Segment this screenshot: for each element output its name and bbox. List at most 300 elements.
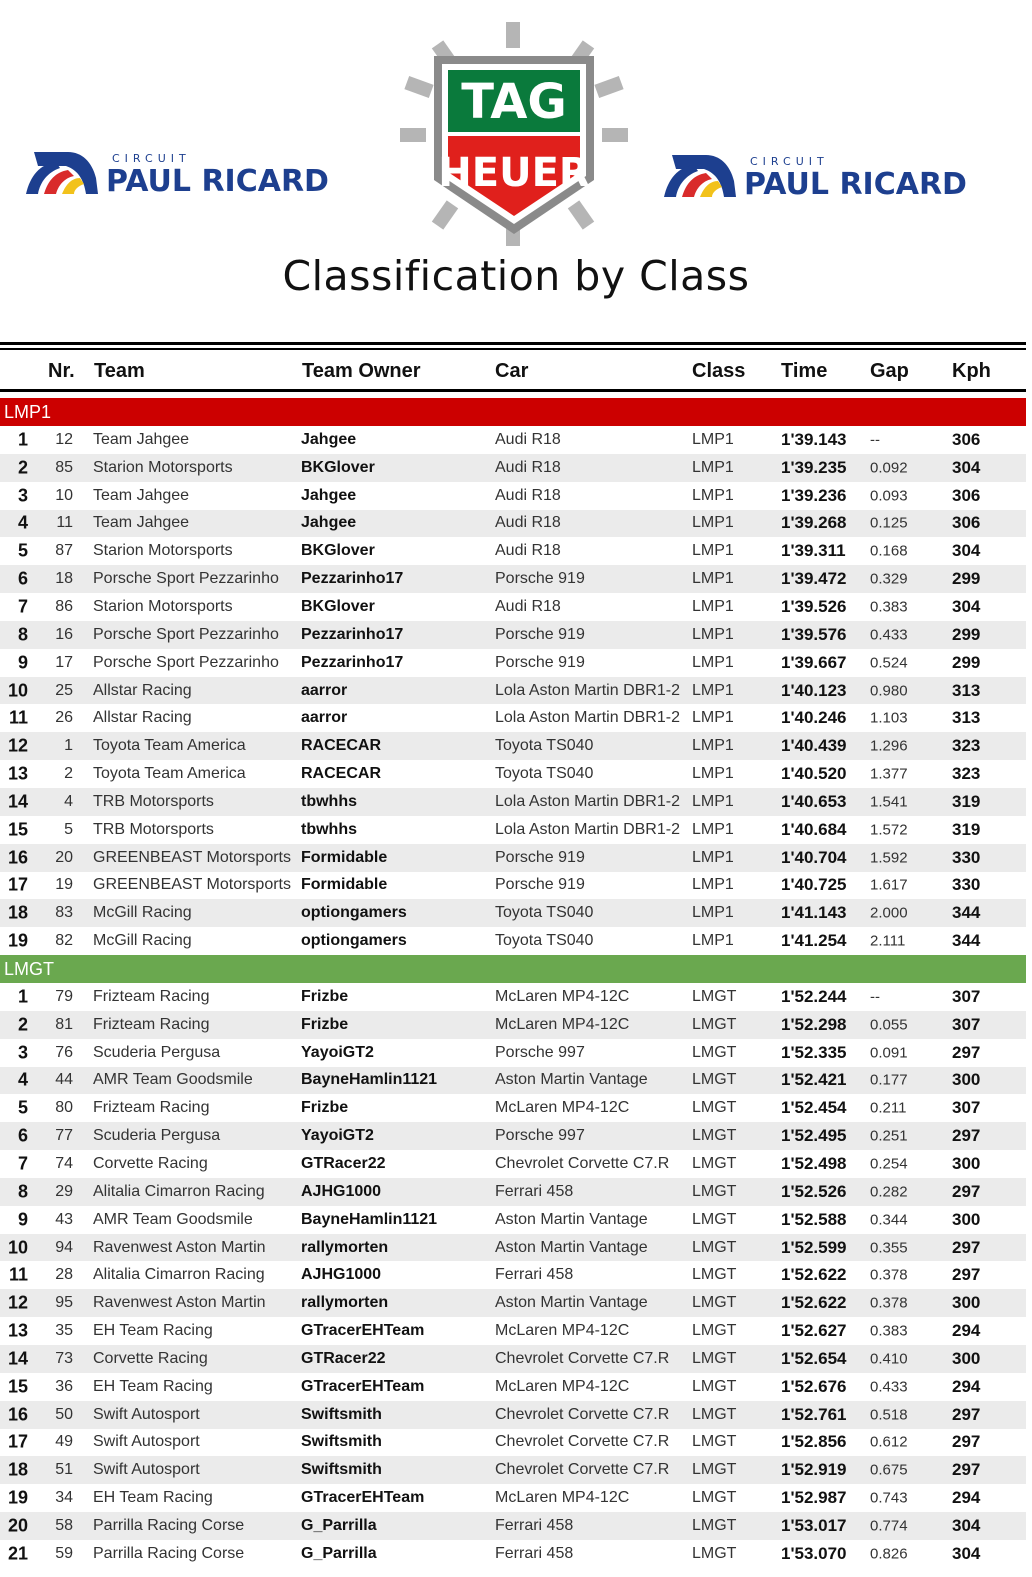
table-row [0,1456,1026,1484]
cell-nr: 74 [55,1155,73,1173]
cell-team: Frizteam Racing [93,1099,210,1117]
cell-car: Lola Aston Martin DBR1-2 [495,681,680,699]
cell-pos: 5 [17,540,28,561]
table-row [0,1067,1026,1095]
cell-car: McLaren MP4-12C [495,1377,630,1395]
cell-pos: 13 [7,763,28,784]
cell-car: Chevrolet Corvette C7.R [495,1405,670,1423]
cell-kph: 323 [952,736,981,756]
cell-team: Porsche Sport Pezzarinho [93,570,279,588]
cell-nr: 17 [55,653,73,671]
table-row [0,816,1026,844]
tag-word: TAG [461,74,567,130]
cell-class: LMGT [692,1322,737,1340]
cell-car: Porsche 919 [495,653,585,671]
cell-gap: 1.103 [870,709,908,727]
cell-class: LMGT [692,1043,737,1061]
cell-team: Team Jahgee [93,430,190,448]
cell-owner: Frizbe [301,1015,349,1033]
cell-class: LMP1 [692,876,734,894]
cell-gap: 0.383 [870,598,908,616]
cell-class: LMP1 [692,904,734,922]
cell-nr: 95 [55,1294,73,1312]
cell-time: 1'40.439 [781,736,847,756]
cell-class: LMGT [692,1377,737,1395]
cell-kph: 319 [952,819,981,839]
cell-owner: aarror [301,681,348,699]
cell-gap: 0.524 [870,654,908,672]
cell-nr: 26 [55,709,73,727]
cell-nr: 86 [55,597,73,615]
cell-team: Allstar Racing [93,681,192,699]
cell-nr: 29 [55,1182,73,1200]
page-header [0,0,1032,340]
cell-nr: 43 [55,1210,73,1228]
cell-pos: 12 [7,735,28,756]
cell-pos: 10 [7,1237,28,1258]
cell-team: Starion Motorsports [93,597,233,615]
cell-kph: 300 [952,1209,981,1229]
table-row [0,899,1026,927]
cell-nr: 28 [55,1266,73,1284]
cell-owner: optiongamers [301,904,407,922]
cell-nr: 2 [64,765,73,783]
table-row [0,510,1026,538]
cell-car: Aston Martin Vantage [495,1071,648,1089]
cell-owner: Jahgee [301,430,357,448]
table-row [0,1317,1026,1345]
table-row [0,1345,1026,1373]
cell-pos: 4 [17,512,28,533]
cell-pos: 14 [7,791,28,812]
cell-gap: 0.329 [870,570,908,588]
cell-owner: tbwhhs [301,792,357,810]
cell-team: Parrilla Racing Corse [93,1544,245,1562]
table-row [0,1122,1026,1150]
cell-owner: BKGlover [301,458,375,476]
cell-nr: 25 [55,681,73,699]
cell-time: 1'39.667 [781,652,847,672]
cell-time: 1'39.576 [781,624,847,644]
table-row [0,426,1026,454]
cell-gap: 2.111 [870,932,906,950]
table-row [0,1512,1026,1540]
cell-kph: 297 [952,1237,981,1257]
cell-time: 1'52.627 [781,1321,847,1341]
cell-class: LMGT [692,1489,737,1507]
cell-car: McLaren MP4-12C [495,1099,630,1117]
table-row [0,1261,1026,1289]
cell-time: 1'41.254 [781,931,847,951]
cell-kph: 306 [952,485,981,505]
cell-gap: 0.282 [870,1183,908,1201]
cell-kph: 297 [952,1126,981,1146]
cell-pos: 2 [17,1014,28,1035]
cell-pos: 19 [7,930,28,951]
cell-nr: 5 [64,820,73,838]
cell-class: LMGT [692,1210,737,1228]
cell-team: Team Jahgee [93,514,190,532]
cell-kph: 304 [952,1543,981,1563]
cell-car: Porsche 919 [495,625,585,643]
svg-text:CIRCUIT: CIRCUIT [750,155,829,168]
cell-owner: Frizbe [301,1099,349,1117]
cell-time: 1'52.421 [781,1070,847,1090]
class-header-lmgt: LMGT [0,955,1026,983]
cell-time: 1'52.454 [781,1098,847,1118]
cell-nr: 77 [55,1127,73,1145]
cell-kph: 299 [952,624,981,644]
cell-time: 1'39.526 [781,596,847,616]
cell-kph: 304 [952,1515,981,1535]
cell-nr: 11 [56,514,73,532]
cell-pos: 12 [7,1292,28,1313]
column-header-row [0,350,1026,390]
cell-gap: 0.612 [870,1433,908,1451]
cell-kph: 299 [952,652,981,672]
cell-nr: 73 [55,1349,73,1367]
cell-kph: 304 [952,541,981,561]
cell-car: Chevrolet Corvette C7.R [495,1155,670,1173]
cell-team: Allstar Racing [93,709,192,727]
cell-car: Toyota TS040 [495,737,594,755]
cell-nr: 85 [55,458,73,476]
cell-class: LMP1 [692,681,734,699]
cell-owner: Jahgee [301,514,357,532]
cell-team: Frizteam Racing [93,1015,210,1033]
cell-owner: AJHG1000 [301,1182,382,1200]
cell-car: McLaren MP4-12C [495,1489,630,1507]
cell-team: Starion Motorsports [93,458,233,476]
cell-pos: 15 [7,819,28,840]
table-row [0,1540,1026,1568]
cell-time: 1'52.856 [781,1432,847,1452]
cell-class: LMGT [692,1516,737,1534]
cell-gap: 0.980 [870,682,908,700]
cell-kph: 297 [952,1042,981,1062]
col-nr: Nr. [48,360,75,382]
col-gap: Gap [870,360,909,382]
cell-pos: 7 [17,1153,28,1174]
cell-team: Toyota Team America [93,737,246,755]
divider-header [0,389,1026,392]
table-row [0,677,1026,705]
cell-class: LMP1 [692,820,734,838]
cell-nr: 16 [55,625,73,643]
cell-kph: 297 [952,1265,981,1285]
cell-class: LMGT [692,1405,737,1423]
cell-time: 1'53.070 [781,1543,847,1563]
cell-team: AMR Team Goodsmile [93,1210,253,1228]
table-row [0,1373,1026,1401]
cell-class: LMP1 [692,848,734,866]
circuit-paul-ricard-logo-left [20,148,370,200]
cell-owner: GTracerEHTeam [301,1489,425,1507]
cell-class: LMGT [692,1349,737,1367]
cell-class: LMGT [692,1155,737,1173]
cell-nr: 49 [55,1433,73,1451]
cell-owner: Frizbe [301,987,349,1005]
cell-pos: 18 [7,1459,28,1480]
cell-owner: YayoiGT2 [301,1043,374,1061]
cell-time: 1'40.684 [781,819,847,839]
table-row [0,1094,1026,1122]
cell-owner: RACECAR [301,765,381,783]
cell-car: Aston Martin Vantage [495,1238,648,1256]
cell-gap: 0.254 [870,1155,908,1173]
cell-gap: 0.211 [870,1099,907,1117]
cell-owner: GTracerEHTeam [301,1322,425,1340]
cell-pos: 3 [17,485,28,506]
cell-class: LMP1 [692,709,734,727]
table-row [0,1234,1026,1262]
cell-team: McGill Racing [93,932,192,950]
cell-team: Frizteam Racing [93,987,210,1005]
cell-gap: 0.355 [870,1239,908,1257]
cell-nr: 20 [55,848,73,866]
cell-kph: 300 [952,1293,981,1313]
cell-class: LMP1 [692,430,734,448]
cell-car: Toyota TS040 [495,765,594,783]
cell-car: Audi R18 [495,486,561,504]
cell-gap: 0.433 [870,1378,908,1396]
cell-pos: 14 [7,1348,28,1369]
cell-time: 1'52.335 [781,1042,847,1062]
table-row [0,565,1026,593]
cell-team: Alitalia Cimarron Racing [93,1182,265,1200]
cell-kph: 294 [952,1488,981,1508]
cell-class: LMP1 [692,570,734,588]
cell-kph: 294 [952,1321,981,1341]
cell-gap: 0.383 [870,1322,908,1340]
cell-time: 1'52.622 [781,1265,847,1285]
cell-nr: 12 [55,430,73,448]
cell-kph: 344 [952,931,981,951]
cell-gap: 0.091 [870,1044,908,1062]
cell-kph: 304 [952,457,981,477]
cell-pos: 3 [17,1042,28,1063]
cell-kph: 323 [952,764,981,784]
cell-nr: 19 [55,876,73,894]
cell-nr: 79 [55,987,73,1005]
class-header-lmp1: LMP1 [0,398,1026,426]
cell-car: Porsche 919 [495,876,585,894]
cell-car: Porsche 919 [495,848,585,866]
cell-time: 1'40.520 [781,764,847,784]
cell-team: Toyota Team America [93,765,246,783]
cell-car: Chevrolet Corvette C7.R [495,1349,670,1367]
table-row [0,788,1026,816]
cell-team: Starion Motorsports [93,542,233,560]
cell-class: LMP1 [692,458,734,476]
cell-gap: 0.378 [870,1294,908,1312]
cell-time: 1'52.298 [781,1014,847,1034]
cell-car: Audi R18 [495,514,561,532]
cell-kph: 344 [952,903,981,923]
cell-nr: 59 [55,1544,73,1562]
cell-car: Ferrari 458 [495,1516,574,1534]
cell-nr: 76 [55,1043,73,1061]
col-kph: Kph [952,360,991,382]
circuit-word: CIRCUIT [112,152,191,165]
cell-kph: 300 [952,1070,981,1090]
cell-owner: RACECAR [301,737,381,755]
cell-gap: 0.055 [870,1016,908,1034]
cell-team: EH Team Racing [93,1377,213,1395]
cell-time: 1'52.588 [781,1209,847,1229]
cell-pos: 16 [7,1404,28,1425]
cell-owner: aarror [301,709,348,727]
cell-class: LMP1 [692,792,734,810]
cell-car: Lola Aston Martin DBR1-2 [495,792,680,810]
cell-owner: Swiftsmith [301,1405,382,1423]
cell-owner: rallymorten [301,1238,389,1256]
cell-owner: G_Parrilla [301,1516,377,1534]
cell-car: Chevrolet Corvette C7.R [495,1433,670,1451]
cell-gap: 1.377 [870,765,908,783]
cell-pos: 1 [17,986,28,1007]
cell-time: 1'52.622 [781,1293,847,1313]
cell-time: 1'52.526 [781,1181,847,1201]
cell-time: 1'52.244 [781,986,847,1006]
cell-time: 1'39.311 [781,541,846,561]
cell-team: Swift Autosport [93,1433,200,1451]
cell-owner: Pezzarinho17 [301,570,404,588]
cell-time: 1'52.919 [781,1460,847,1480]
cell-team: AMR Team Goodsmile [93,1071,253,1089]
cell-pos: 10 [7,680,28,701]
table-row [0,454,1026,482]
cell-owner: rallymorten [301,1294,389,1312]
cell-pos: 21 [7,1543,28,1564]
cell-pos: 19 [7,1487,28,1508]
table-row [0,649,1026,677]
cell-time: 1'39.235 [781,457,847,477]
cell-gap: 1.296 [870,737,908,755]
cell-kph: 297 [952,1404,981,1424]
cell-owner: Jahgee [301,486,357,504]
cell-nr: 4 [64,792,73,810]
cell-pos: 2 [17,457,28,478]
cell-nr: 82 [55,932,73,950]
table-row [0,983,1026,1011]
cell-gap: 1.541 [870,793,908,811]
cell-team: Swift Autosport [93,1461,200,1479]
cell-pos: 6 [17,568,28,589]
table-row [0,1401,1026,1429]
cell-car: Aston Martin Vantage [495,1210,648,1228]
cell-kph: 299 [952,569,981,589]
cell-team: Ravenwest Aston Martin [93,1238,266,1256]
cell-gap: 0.344 [870,1211,908,1229]
cell-team: Scuderia Pergusa [93,1127,221,1145]
table-row [0,537,1026,565]
cell-nr: 87 [55,542,73,560]
cell-gap: 2.000 [870,904,908,922]
cell-car: Ferrari 458 [495,1266,574,1284]
cell-car: Porsche 997 [495,1127,585,1145]
page-title: Classification by Class [282,252,750,300]
table-row [0,927,1026,955]
table-row [0,593,1026,621]
cell-owner: YayoiGT2 [301,1127,374,1145]
cell-nr: 34 [55,1489,73,1507]
cell-class: LMGT [692,1182,737,1200]
cell-team: Scuderia Pergusa [93,1043,221,1061]
cell-gap: -- [870,431,880,449]
cell-nr: 36 [55,1377,73,1395]
cell-nr: 18 [55,570,73,588]
cell-car: Audi R18 [495,430,561,448]
cell-gap: 0.125 [870,514,908,532]
cell-gap: 1.592 [870,849,908,867]
cell-time: 1'52.498 [781,1154,847,1174]
cell-class: LMP1 [692,737,734,755]
col-class: Class [692,360,746,382]
cell-owner: GTRacer22 [301,1155,386,1173]
cell-pos: 8 [17,624,28,645]
classification-table [0,398,1026,1568]
cell-pos: 15 [7,1376,28,1397]
table-row [0,732,1026,760]
cell-team: Team Jahgee [93,486,190,504]
cell-team: TRB Motorsports [93,792,214,810]
cell-time: 1'40.123 [781,680,847,700]
cell-nr: 58 [55,1516,73,1534]
cell-pos: 9 [17,652,28,673]
cell-owner: G_Parrilla [301,1544,377,1562]
cell-pos: 7 [17,596,28,617]
cell-kph: 297 [952,1432,981,1452]
cell-gap: 0.675 [870,1461,908,1479]
cell-team: Ravenwest Aston Martin [93,1294,266,1312]
cell-time: 1'39.236 [781,485,847,505]
cell-class: LMP1 [692,486,734,504]
table-row [0,1150,1026,1178]
cell-owner: AJHG1000 [301,1266,382,1284]
cell-team: Corvette Racing [93,1349,208,1367]
cell-car: Porsche 919 [495,570,585,588]
cell-kph: 304 [952,596,981,616]
cell-gap: 0.518 [870,1406,908,1424]
table-row [0,1039,1026,1067]
cell-gap: 0.826 [870,1545,908,1563]
cell-owner: GTracerEHTeam [301,1377,425,1395]
cell-time: 1'52.761 [781,1404,847,1424]
cell-team: Corvette Racing [93,1155,208,1173]
cell-gap: 1.572 [870,821,908,839]
cell-nr: 83 [55,904,73,922]
cell-team: GREENBEAST Motorsports [93,876,291,894]
cell-class: LMP1 [692,542,734,560]
cell-class: LMGT [692,1266,737,1284]
cell-team: Porsche Sport Pezzarinho [93,653,279,671]
cell-team: EH Team Racing [93,1489,213,1507]
cell-pos: 11 [8,1264,28,1285]
circuit-paul-ricard-logo-right [657,151,1009,203]
divider-top [0,342,1026,345]
cell-owner: optiongamers [301,932,407,950]
cell-kph: 307 [952,1098,981,1118]
cell-car: Lola Aston Martin DBR1-2 [495,820,680,838]
col-time: Time [781,360,828,382]
col-owner: Team Owner [302,360,421,382]
cell-car: Audi R18 [495,542,561,560]
cell-pos: 11 [8,707,28,728]
cell-car: Ferrari 458 [495,1182,574,1200]
cell-class: LMP1 [692,625,734,643]
cell-pos: 18 [7,902,28,923]
